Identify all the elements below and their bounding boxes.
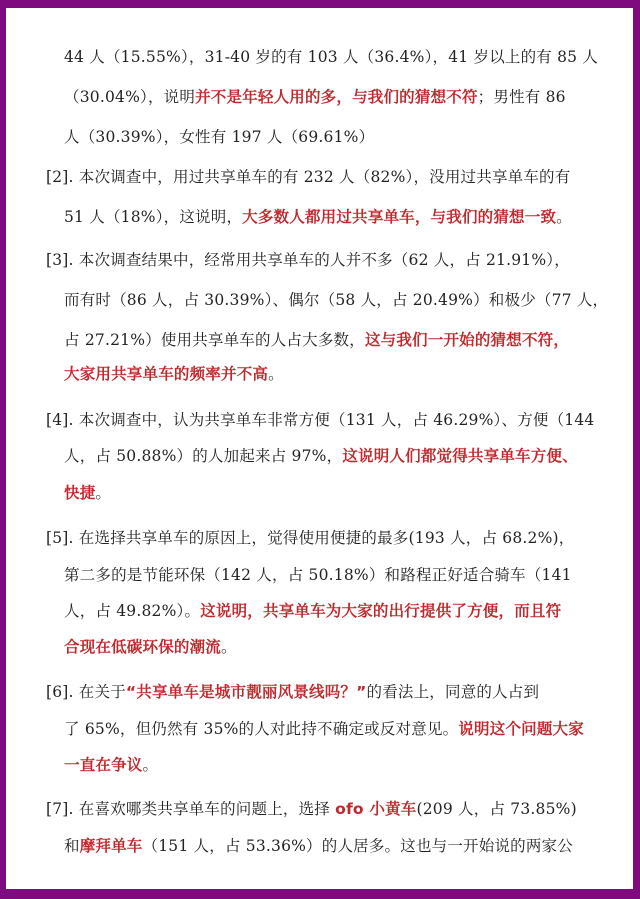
highlight-run: ofo 小黄车 (335, 800, 417, 818)
highlight-run: 说明这个问题大家 (458, 720, 584, 738)
text-line (64, 444, 578, 466)
text-run: 占 27.21%）使用共享单车的人占大多数， (64, 331, 365, 349)
text-run: 。 (221, 638, 237, 656)
text-run: 第二多的是节能环保（142 人，占 50.18%）和路程正好适合骑车（141 (64, 566, 572, 584)
text-run: （151 人，占 53.36%）的人居多。这也与一开始说的两家公 (142, 837, 573, 855)
text-run: 。 (556, 208, 572, 226)
text-line (64, 85, 566, 107)
text-line (64, 328, 569, 350)
text-line (64, 288, 608, 310)
text-run: 。 (95, 484, 112, 502)
text-line (46, 408, 595, 430)
text-run: 44 人（15.55%），31-40 岁的有 103 人（36.4%），41 岁以上的有 85 人 (64, 48, 599, 66)
highlight-run: “共享单车是城市靓丽风景线吗？” (125, 683, 367, 701)
text-line (46, 680, 539, 702)
highlight-run: 一直在争议 (64, 756, 143, 774)
text-run: 。 (268, 365, 284, 383)
highlight-run: 这说明，共享单车为大家的出行提供了方便，而且符 (200, 602, 562, 620)
text-line (46, 526, 574, 548)
text-run: 和 (64, 837, 80, 855)
text-run: 51 人（18%），这说明， (64, 208, 243, 226)
text-run: ；男性有 86 (477, 88, 566, 106)
text-line (64, 563, 572, 585)
text-line (64, 753, 158, 775)
text-run: (209 人，占 73.85%) (416, 800, 577, 818)
highlight-run: 摩拜单车 (79, 837, 143, 855)
text-line (64, 125, 374, 147)
text-run: 的看法上，同意的人占到 (366, 683, 540, 701)
highlight-run: 这与我们一开始的猜想不符， (364, 331, 570, 349)
text-run: [2]. 本次调查中，用过共享单车的有 232 人（82%），没用过共享单车的有 (46, 168, 571, 186)
document-page (6, 8, 633, 889)
text-run: [5]. 在选择共享单车的原因上，觉得使用便捷的最多(193 人，占 68.2%)， (46, 529, 575, 547)
text-run: 人，占 50.88%）的人加起来占 97%， (64, 447, 343, 465)
text-line (64, 205, 572, 227)
text-run: 。 (142, 756, 159, 774)
text-line (64, 362, 284, 384)
text-run: [3]. 本次调查结果中，经常用共享单车的人并不多（62 人，占 21.91%）， (46, 251, 570, 269)
text-line (64, 717, 584, 739)
text-run: （30.04%），说明 (64, 88, 196, 106)
text-line (64, 599, 561, 621)
text-run: [7]. 在喜欢哪类共享单车的问题上，选择 (46, 800, 336, 818)
text-line (64, 481, 111, 503)
text-line (64, 834, 573, 856)
text-line (64, 45, 598, 67)
text-line (46, 248, 570, 270)
highlight-run: 大多数人都用过共享单车，与我们的猜想一致 (242, 208, 557, 226)
text-run: [6]. 在关于 (46, 683, 126, 701)
highlight-run: 并不是年轻人用的多，与我们的猜想不符 (195, 88, 478, 106)
highlight-run: 合现在低碳环保的潮流 (64, 638, 222, 656)
text-run: [4]. 本次调查中，认为共享单车非常方便（131 人，占 46.29%）、方便（144 (46, 411, 595, 429)
highlight-run: 这说明人们都觉得共享单车方便、 (342, 447, 578, 465)
text-run: 人，占 49.82%）。 (64, 602, 201, 620)
highlight-run: 快捷 (64, 484, 96, 502)
text-run: 而有时（86 人，占 30.39%）、偶尔（58 人，占 20.49%）和极少（77 人， (64, 291, 609, 309)
highlight-run: 大家用共享单车的频率并不高 (64, 365, 269, 383)
text-line (46, 797, 577, 819)
text-line (64, 635, 237, 657)
text-run: 了 65%，但仍然有 35%的人对此持不确定或反对意见。 (64, 720, 459, 738)
text-line (46, 165, 570, 187)
text-run: 人（30.39%），女性有 197 人（69.61%） (64, 128, 375, 146)
